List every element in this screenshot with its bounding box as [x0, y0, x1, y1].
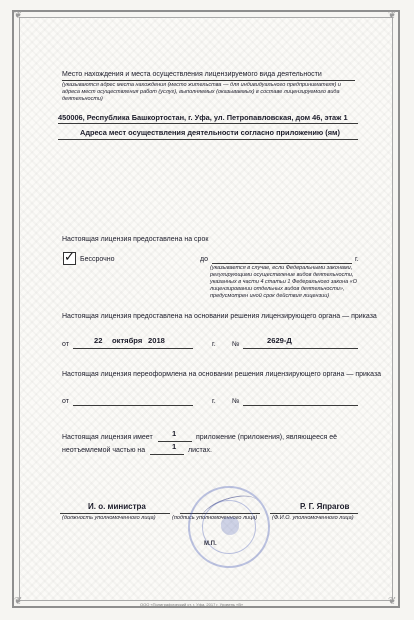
- address-line: [58, 123, 358, 124]
- signature-hint: (подпись уполномоченного лица): [172, 515, 258, 521]
- reissue-from: от: [62, 398, 69, 405]
- eagle-emblem-icon: [221, 517, 239, 535]
- reissue-g: г.: [212, 398, 216, 405]
- basis-from: от: [62, 341, 69, 348]
- basis-date-line: [73, 348, 193, 349]
- reissue-date-line: [73, 405, 193, 406]
- reissue-no: №: [232, 398, 240, 405]
- basis-year: 2018: [148, 336, 165, 345]
- address-value: 450006, Республика Башкортостан, г. Уфа, ул. Петропавловская, дом 46, этаж 1: [58, 113, 348, 122]
- perpetual-option: Бессрочно: [80, 256, 115, 263]
- perpetual-checkbox: [63, 249, 76, 265]
- term-note: (указывается в случае, если Федеральными законами, регулирующими осуществление видов деятельности, указанных в части 4 статьи 1 Федерального закона «О лицензировании отдельных видов деятельности», предусмотрен иной срок действия лицензии): [210, 265, 358, 299]
- attachment-sheets-line: [150, 454, 184, 455]
- position-line: [60, 513, 170, 514]
- printer-footer: ООО «Полиграфический ст. г. Уфа, 2017 г. Уровень «В»: [140, 602, 244, 607]
- basis-day: 22: [94, 336, 103, 345]
- reissue-number-line: [243, 405, 358, 406]
- address-note-line: [58, 139, 358, 140]
- term-label: Настоящая лицензия предоставлена на срок: [62, 236, 209, 243]
- basis-number: 2629-Д: [267, 336, 292, 345]
- mp-label: М.П.: [204, 541, 217, 547]
- official-seal: [188, 486, 270, 568]
- position-hint: (должность уполномоченного лица): [62, 515, 156, 521]
- attachment-text-a: Настоящая лицензия имеет: [62, 434, 153, 441]
- name-line: [270, 513, 358, 514]
- attachment-text-b: приложение (приложения), являющееся её: [196, 434, 337, 441]
- until-line: [212, 263, 352, 264]
- basis-label: Настоящая лицензия предоставлена на основании решения лицензирующего органа — приказа: [62, 313, 377, 320]
- location-hint: (указываются адрес места нахождения (место жительства — для индивидуального предпринимателя) и адреса мест осуществления работ (услуг), выполняемых (оказываемых) в составе лицензируемого вида деятельности): [62, 82, 341, 102]
- reissue-label: Настоящая лицензия переоформлена на основании решения лицензирующего органа — приказа: [62, 371, 382, 378]
- attachment-count: 1: [172, 429, 177, 438]
- corner-ornament-icon: ❦: [14, 596, 23, 607]
- year-suffix: г.: [355, 256, 359, 263]
- heading-line: [62, 80, 355, 81]
- attachment-text-c: неотъемлемой частью на: [62, 447, 146, 454]
- check-icon: ✓: [64, 249, 75, 264]
- corner-ornament-icon: ❦: [14, 10, 23, 21]
- signer-position: И. о. министра: [88, 502, 146, 511]
- basis-g: г.: [212, 341, 216, 348]
- location-heading: Место нахождения и места осуществления лицензируемого вида деятельности: [62, 71, 322, 78]
- basis-month: октября: [112, 336, 143, 345]
- corner-ornament-icon: ❦: [388, 596, 397, 607]
- basis-number-line: [243, 348, 358, 349]
- until-label: до: [200, 256, 208, 263]
- basis-no: №: [232, 341, 240, 348]
- attachment-sheets: 1: [172, 442, 177, 451]
- attachment-text-d: листах.: [188, 447, 212, 454]
- signer-name: Р. Г. Япparов: [300, 502, 350, 511]
- address-note: Адреса мест осуществления деятельности согласно приложению (ям): [80, 128, 340, 137]
- name-hint: (Ф.И.О. уполномоченного лица): [272, 515, 354, 521]
- corner-ornament-icon: ❦: [388, 10, 397, 21]
